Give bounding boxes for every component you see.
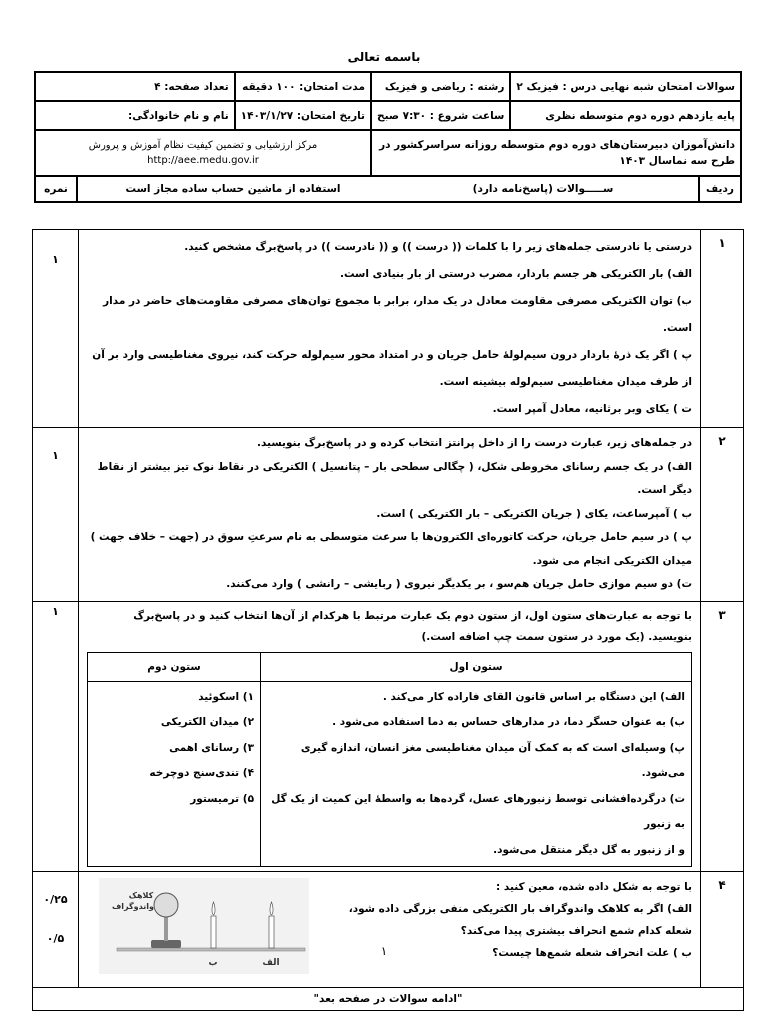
match-option: ۲) میدان الکتریکی (160, 716, 254, 728)
match-option: ۳) رسانای اهمی (169, 741, 254, 754)
question-line: در جمله‌های زیر، عبارت درست را از داخل پرانتز انتخاب کرده و در پاسخ‌برگ بنویسید. (256, 437, 692, 449)
question-row (33, 428, 744, 602)
matching-table (87, 652, 692, 868)
question-body (79, 601, 701, 872)
score-value: ۱ (52, 253, 59, 266)
match-item: ت) درگرده‌افشانی توسط زنبورهای عسل، گرده‌ها به واسطهٔ این کمیت از یک گل به زنبور (271, 792, 685, 830)
col-row-header: ردیف (698, 177, 740, 201)
question-line: میدان الکتریکی انجام می شود. (532, 554, 692, 567)
dome-label: کلاهک (128, 891, 154, 900)
evaluation-center (35, 130, 371, 176)
question-line: ت) دو سیم موازی حامل جریان هم‌سو ، بر یکدیگر نیروی ( ربایشی – رانشی ) وارد می‌کنند. (226, 578, 692, 590)
question-line: با توجه به شکل داده شده، معین کنید : (496, 881, 692, 893)
match-option: ۴) تندی‌سنج دوچرخه (149, 767, 254, 779)
match-item: و از زنبور به گل دیگر منتقل می‌شود. (493, 843, 685, 856)
exam-header (34, 71, 742, 203)
question-row (33, 872, 744, 988)
center-url[interactable]: http://aee.medu.gov.ir (147, 155, 259, 166)
question-number: ۱ (701, 230, 744, 428)
score-value: ۱ (52, 449, 59, 462)
question-number: ۴ (701, 872, 744, 988)
page-count: تعداد صفحه: ۴ (35, 72, 235, 101)
question-score (33, 601, 79, 872)
question-line: الف) اگر به کلاهک واندوگراف بار الکتریکی منفی بزرگی داده شود، (348, 903, 692, 915)
question-line: با توجه به عبارت‌های ستون اول، از ستون دوم یک عبارت مرتبط با هرکدام از آن‌ها انتخاب کنید و در پاسخ‌برگ (133, 609, 692, 622)
exam-date: تاریخ امتحان: ۱۴۰۳/۱/۲۷ (235, 101, 371, 130)
column-two-items (88, 681, 261, 867)
name-field[interactable]: نام و نام خانوادگی: (35, 101, 235, 130)
match-option: ۵) ترمیستور (190, 792, 254, 805)
question-line: شعله کدام شمع انحراف بیشتری پیدا می‌کند؟ (460, 925, 692, 937)
match-item: ب) به عنوان حسگر دما، در مدارهای حساس به دما استفاده می‌شود . (332, 716, 685, 728)
question-row (33, 601, 744, 872)
question-number: ۳ (701, 601, 744, 872)
question-score (33, 428, 79, 602)
van-de-graaff-figure (99, 878, 309, 974)
question-row (33, 230, 744, 428)
col-score-header: نمره (36, 177, 78, 201)
question-body (79, 872, 701, 988)
question-line: پ ) در سیم حامل جریان، حرکت کاتوره‌ای الکترون‌ها با سرعت متوسطی به نام سرعتِ سوق در (جهت – خلاف جهت ) (90, 531, 692, 543)
question-body (79, 230, 701, 428)
match-item: پ) وسیله‌ای است که به کمک آن میدان مغناطیسی مغز انسان، اندازه گیری می‌شود. (300, 741, 685, 779)
question-line: پ ) اگر یک ذرهٔ باردار درون سیم‌لولهٔ حامل جریان و در امتداد محور سیم‌لوله حرکت کند، نیروی مغناطیسی وارد بر آن (92, 349, 692, 361)
column-one-items (261, 681, 692, 867)
match-item: الف) این دستگاه بر اساس قانون القای فاراده کار می‌کند . (382, 690, 685, 703)
questions-table (32, 229, 744, 1011)
field: رشته : ریاضی و فیزیک (371, 72, 510, 101)
question-body (79, 428, 701, 602)
question-line: بنویسید. (یک مورد در ستون سمت چپ اضافه است.) (421, 630, 692, 643)
column-one-header: ستون اول (261, 652, 692, 681)
match-option: ۱) اسکوئید (198, 690, 254, 703)
candle-a-label: الف (262, 958, 280, 968)
start-time: ساعت شروع : ۷:۳۰ صبح (371, 101, 510, 130)
question-line: الف) بار الکتریکی هر جسم باردار، مضرب درستی از بار بنیادی است. (339, 268, 692, 280)
continue-note: "ادامه سوالات در صفحه بعد" (33, 988, 744, 1011)
calculator-note: استفاده از ماشین حساب ساده مجاز است (125, 183, 341, 195)
question-line: ت ) یکای وبر برثانیه، معادل آمپر است. (492, 403, 692, 415)
page-number: ۱ (380, 944, 388, 958)
center-name: مرکز ارزشیابی و تضمین کیفیت نظام آموزش و پرورش (88, 140, 318, 151)
students-note: دانش‌آموزان دبیرستان‌های دوره دوم متوسطه روزانه سراسرکشور در طرح سه نماسال ۱۴۰۳ (371, 130, 741, 176)
question-score (33, 872, 79, 988)
column-two-header: ستون دوم (88, 652, 261, 681)
score-value: ۰/۵ (46, 932, 65, 945)
exam-title: سوالات امتحان شبه نهایی درس : فیزیک ۲ (510, 72, 741, 101)
machine-label: واندوگراف (112, 902, 154, 911)
duration: مدت امتحان: ۱۰۰ دقیقه (235, 72, 371, 101)
question-line: ب) توان الکتریکی مصرفی مقاومت معادل در یک مدار، برابر با مجموع توان‌های مصرفی مقاومت‌های حاضر در مدار است. (103, 295, 692, 334)
question-score (33, 230, 79, 428)
question-line: ب ) آمپرساعت، یکای ( جریان الکتریکی – بار الکتریکی ) است. (376, 507, 692, 520)
score-value: ۰/۲۵ (43, 893, 68, 906)
question-line: الف) در یک جسم رسانای مخروطی شکل، ( چگالی سطحی بار – پتانسیل ) الکتریکی در نقاط نوک تیز بیشتر از نقاط دیگر است. (97, 460, 692, 496)
question-line: ب ) علت انحراف شعله شمع‌ها چیست؟ (492, 947, 692, 959)
question-line: از طرف میدان مغناطیسی سیم‌لوله بیشینه است. (439, 376, 692, 388)
question-number: ۲ (701, 428, 744, 602)
score-value: ۱ (52, 604, 59, 618)
grade: پایه یازدهم دوره دوم متوسطه نظری (510, 101, 741, 130)
candle-b-label: ب (208, 958, 218, 968)
col-questions-header: ســـــوالات (پاسخ‌نامه دارد) (472, 183, 614, 195)
page-title: باسمه تعالی (347, 50, 421, 64)
question-line: درستی یا نادرستی جمله‌های زیر را با کلمات (( درست )) و (( نادرست )) در پاسخ‌برگ مشخص کنید. (184, 241, 692, 253)
